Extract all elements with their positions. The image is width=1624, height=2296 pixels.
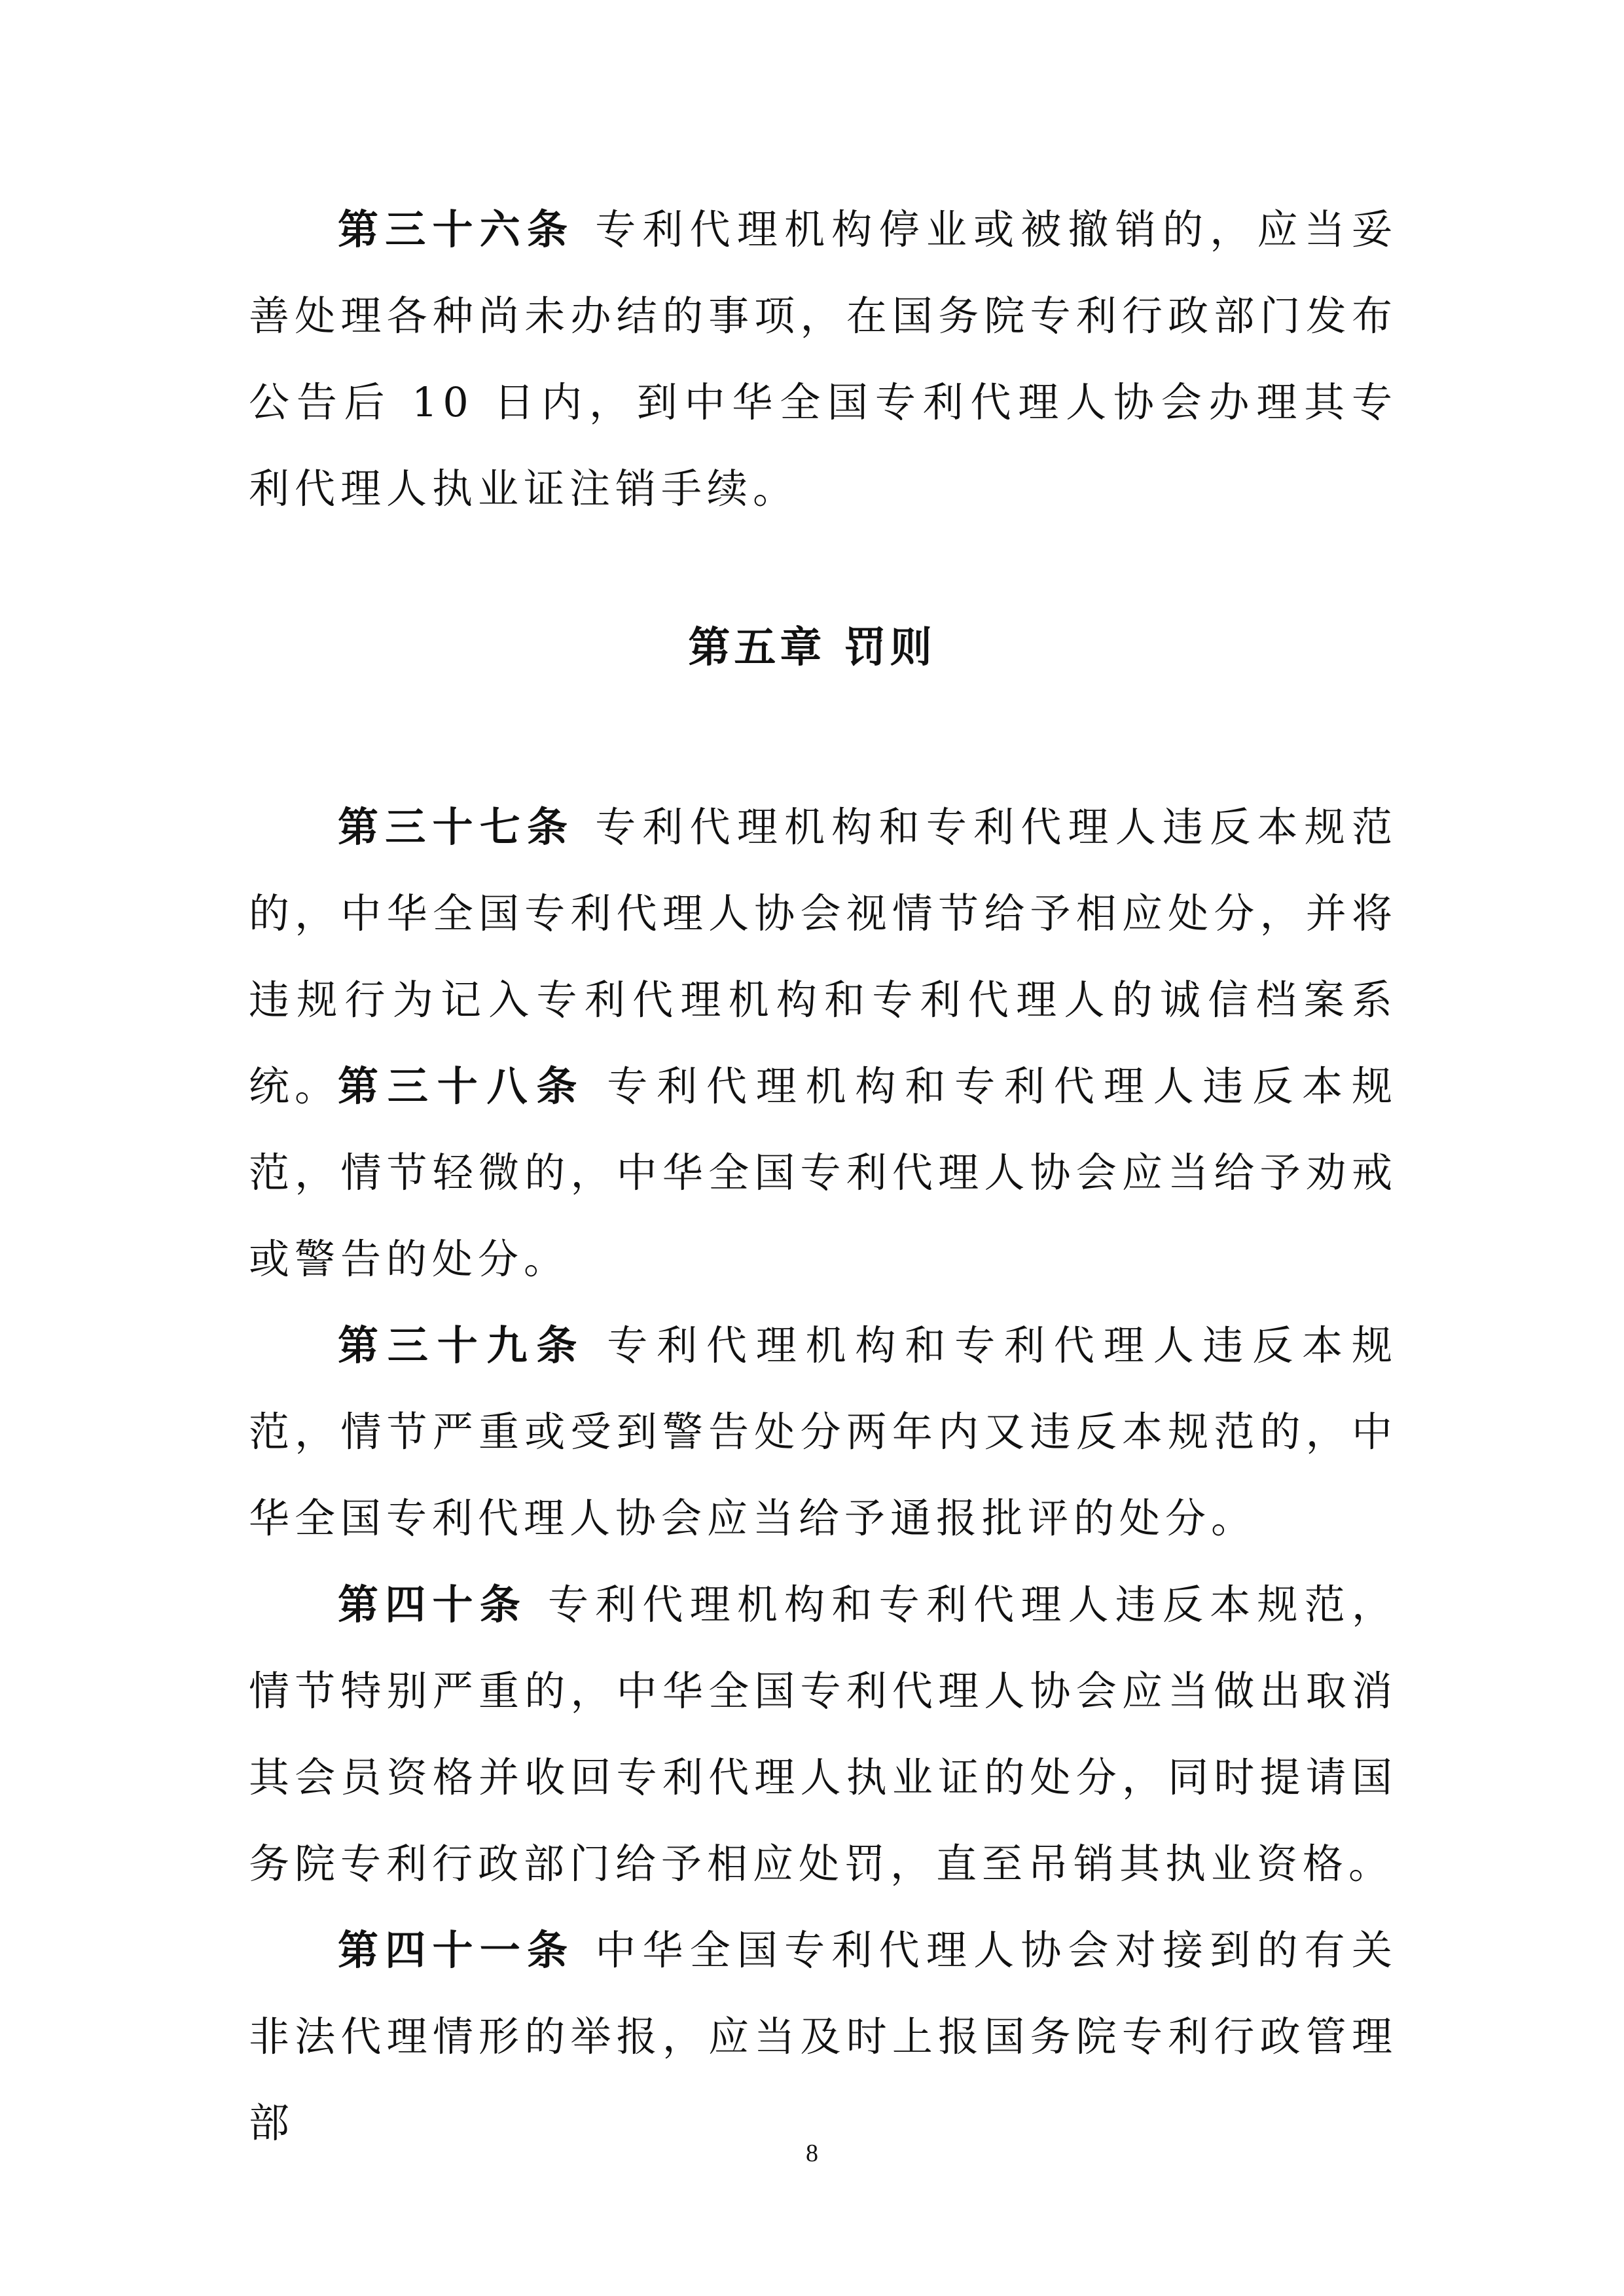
article-38 <box>249 1043 1398 1302</box>
article-38-label: 第三十八条 <box>338 1062 586 1110</box>
article-36-label: 第三十六条 <box>338 206 575 253</box>
article-39-label: 第三十九条 <box>338 1321 586 1369</box>
article-38-text: 专利代理机构和专利代理人违反本规范，情节轻微的，中华全国专利代理人协会应当给予劝戒或警告的处分。 <box>249 1062 1398 1283</box>
chapter-heading: 第五章 罚则 <box>688 623 936 672</box>
article-37-label: 第三十七条 <box>338 803 575 851</box>
article-41-text: 中华全国专利代理人协会对接到的有关非法代理情形的举报，应当及时上报国务院专利行政管理部 <box>249 1926 1398 2147</box>
article-41 <box>249 1907 1398 2166</box>
article-39 <box>249 1302 1398 1562</box>
article-36 <box>249 187 1398 532</box>
article-40-text: 专利代理机构和专利代理人违反本规范，情节特别严重的，中华全国专利代理人协会应当做出取消其会员资格并收回专利代理人执业证的处分，同时提请国务院专利行政部门给予相应处罚，直至吊销其执业资格。 <box>249 1581 1398 1888</box>
article-40 <box>249 1562 1398 1907</box>
article-37-text: 专利代理机构和专利代理人违反本规范的，中华全国专利代理人协会视情节给予相应处分，并将违规行为记入专利代理机构和专利代理人的诚信档案系统。 <box>249 803 1398 1110</box>
article-40-label: 第四十条 <box>338 1581 527 1628</box>
article-41-label: 第四十一条 <box>338 1926 575 1974</box>
article-36-text: 专利代理机构停业或被撤销的，应当妥善处理各种尚未办结的事项，在国务院专利行政部门发布公告后 10 日内，到中华全国专利代理人协会办理其专利代理人执业证注销手续。 <box>249 206 1398 512</box>
article-39-text: 专利代理机构和专利代理人违反本规范，情节严重或受到警告处分两年内又违反本规范的，中华全国专利代理人协会应当给予通报批评的处分。 <box>249 1321 1398 1542</box>
page-number: 8 <box>806 2140 818 2167</box>
